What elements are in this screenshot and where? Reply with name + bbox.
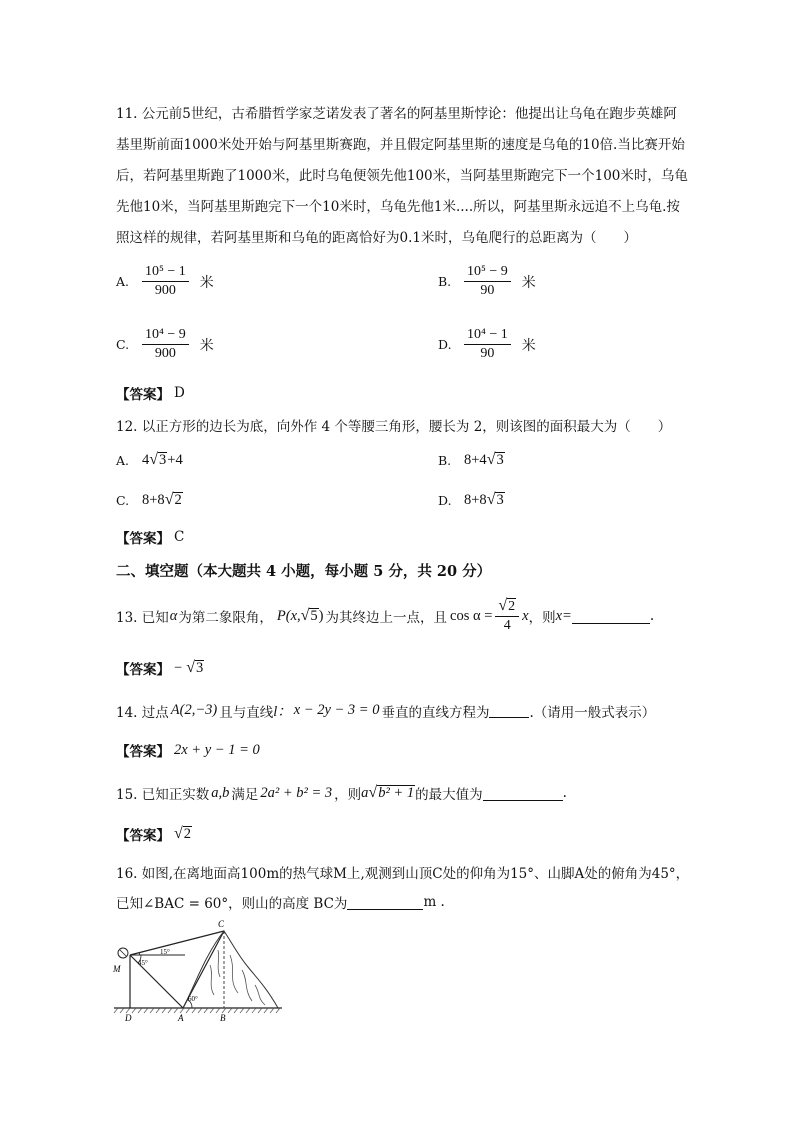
q15-expr-a: a — [361, 784, 369, 801]
q12-option-a — [116, 452, 183, 469]
fraction-denominator: 90 — [480, 346, 495, 361]
q13-text-4: ，则 — [528, 610, 556, 626]
q14-equation: x − 2y − 3 = 0 — [293, 702, 380, 718]
sqrt-symbol: √ 3 — [486, 451, 504, 468]
q13-text-3: 为其终边上一点，且 — [325, 610, 448, 626]
label-b: B — [220, 1013, 226, 1023]
sqrt-symbol: √ 2 — [164, 491, 182, 508]
q13-fraction: √ 2 4 — [495, 598, 519, 634]
q14-line-l: l： — [273, 704, 292, 720]
label-d: D — [125, 1013, 132, 1023]
answer-label: 【答案】 — [116, 744, 170, 760]
q15-answer — [116, 824, 192, 844]
option-label: A. — [116, 274, 130, 289]
q11-question — [116, 99, 696, 254]
q13-point: P(x, — [276, 607, 301, 624]
q13-cos: cos α = — [450, 607, 493, 624]
option-pre: 8+8 — [464, 492, 487, 508]
fraction-numerator: 10⁴ − 9 — [142, 327, 189, 345]
angle-45: 45° — [138, 959, 148, 967]
q16-text-1: 已知∠BAC = 60°，则山的高度 BC为 — [116, 896, 348, 912]
option-pre: 4 — [142, 452, 150, 468]
q11-line-3: 后，若阿基里斯跑了1000米，此时乌龟便领先他100米，当阿基里斯跑完下一个100米时，乌龟 — [116, 168, 688, 184]
radicand: 2 — [183, 826, 192, 842]
q15-text-1: 15. 已知正实数 — [116, 787, 210, 803]
alpha-symbol: α — [169, 607, 178, 624]
q12-option-c — [116, 492, 183, 509]
answer-label: 【答案】 — [116, 662, 170, 678]
sqrt-symbol: √ b² + 1 — [368, 784, 415, 801]
q15-blank[interactable] — [483, 786, 563, 801]
q11-line-4: 先他10米，当阿基里斯跑完下一个10米时，乌龟先他1米....所以，阿基里斯永远追不上乌龟.按 — [116, 199, 680, 215]
fraction-denominator: 900 — [154, 346, 176, 361]
radicand: 3 — [496, 452, 504, 468]
option-label: D. — [438, 337, 452, 352]
q13-answer — [116, 658, 204, 678]
q13-text-2: 为第二象限角， — [178, 610, 273, 626]
label-m: M — [113, 964, 121, 974]
radicand: 3 — [195, 660, 204, 676]
section-heading: 二、填空题（本大题共 4 小题，每小题 5 分，共 20 分） — [116, 563, 492, 580]
fraction-denominator: 4 — [503, 618, 511, 633]
fraction-numerator: 10⁵ − 9 — [464, 264, 511, 282]
option-fraction — [142, 264, 189, 299]
q15-text-5: . — [562, 785, 567, 801]
sqrt-symbol: √ 3 — [149, 451, 167, 468]
fraction-denominator: 900 — [154, 283, 176, 298]
q14-question — [116, 700, 655, 721]
option-unit: 米 — [521, 337, 536, 354]
q11-line-2: 基里斯前面1000米处开始与阿基里斯赛跑，并且假定阿基里斯的速度是乌龟的10倍.当比赛开始 — [116, 137, 685, 153]
radicand: 2 — [508, 599, 516, 614]
q13-point-close: ) — [318, 607, 324, 624]
q15-question — [116, 783, 567, 803]
q16-figure — [110, 915, 290, 1025]
angle-15: 15° — [160, 948, 170, 956]
q13-text-5: x= — [555, 607, 572, 624]
q15-text-2: 满足 — [231, 787, 259, 803]
radicand: 5 — [310, 608, 318, 624]
q11-option-d — [438, 327, 536, 362]
q13-var: x — [522, 607, 529, 624]
ground-hatch — [114, 1008, 280, 1013]
q14-blank[interactable] — [489, 703, 529, 718]
option-label: A. — [116, 453, 130, 468]
sqrt-symbol: √ 2 — [174, 825, 192, 842]
answer-label: 【答案】 — [116, 531, 170, 547]
q12-option-b — [438, 452, 505, 469]
option-pre: 8+4 — [464, 452, 487, 468]
q13-text-1: 13. 已知 — [116, 610, 169, 626]
radicand: 3 — [496, 492, 504, 508]
option-post: +4 — [167, 452, 183, 468]
q13-text-6: . — [649, 608, 655, 624]
radicand: b² + 1 — [378, 785, 415, 801]
q11-line-5: 照这样的规律，若阿基里斯和乌龟的距离恰好为0.1米时，乌龟爬行的总距离为（ ） — [116, 230, 637, 246]
q16-line-1: 16. 如图,在离地面高100m的热气球M上,观测到山顶C处的仰角为15°、山脚A处的俯角为45°， — [116, 866, 690, 882]
label-c: C — [218, 919, 225, 929]
option-label: C. — [116, 337, 130, 352]
q14-answer — [116, 740, 260, 760]
option-fraction — [142, 327, 189, 362]
fraction-denominator: 90 — [480, 283, 495, 298]
q13-question — [116, 598, 654, 634]
radicand: 3 — [159, 452, 167, 468]
sqrt-symbol: √ 5 — [300, 607, 318, 624]
answer-value: 2x + y − 1 = 0 — [174, 741, 260, 758]
q15-condition: 2a² + b² = 3 — [260, 784, 333, 801]
q13-blank[interactable] — [572, 609, 650, 624]
answer-label: 【答案】 — [116, 828, 170, 844]
q16-text-2: m . — [423, 894, 445, 910]
sqrt-symbol: √ 3 — [186, 659, 204, 676]
answer-label: 【答案】 — [116, 387, 170, 403]
label-a: A — [178, 1013, 184, 1023]
option-fraction — [464, 264, 511, 299]
q14-text-4: .（请用一般式表示） — [529, 704, 656, 721]
option-label: C. — [116, 493, 130, 508]
q16-line-2 — [116, 892, 445, 912]
fraction-numerator: 10⁵ − 1 — [142, 264, 189, 282]
answer-value: D — [174, 385, 185, 401]
q16-blank[interactable] — [347, 895, 423, 910]
answer-sign: − — [174, 659, 183, 676]
answer-value: C — [174, 529, 185, 545]
q15-vars: a,b — [211, 784, 230, 801]
q11-option-b — [438, 264, 536, 299]
option-unit: 米 — [521, 274, 536, 291]
q12-option-d — [438, 492, 505, 509]
q11-option-a — [116, 264, 214, 299]
option-unit: 米 — [199, 337, 214, 354]
q11-line-1: 11. 公元前5世纪，古希腊哲学家芝诺发表了著名的阿基里斯悖论：他提出让乌龟在跑步英雄阿 — [116, 106, 677, 122]
option-pre: 8+8 — [142, 492, 165, 508]
q12-answer — [116, 527, 184, 547]
radicand: 2 — [174, 492, 182, 508]
option-unit: 米 — [199, 274, 214, 291]
q11-option-c — [116, 327, 214, 362]
q14-point-a: A(2,−3) — [170, 702, 218, 718]
option-label: B. — [438, 453, 452, 468]
option-label: D. — [438, 493, 452, 508]
q12-question: 12. 以正方形的边长为底，向外作 4 个等腰三角形，腰长为 2，则该图的面积最大为（ ） — [116, 419, 672, 435]
angle-60: 60° — [188, 995, 198, 1003]
q14-text-3: 垂直的直线方程为 — [381, 704, 490, 721]
option-fraction — [464, 327, 511, 362]
q14-text-2: 且与直线 — [219, 704, 274, 721]
q15-text-4: 的最大值为 — [415, 787, 483, 803]
option-label: B. — [438, 274, 452, 289]
q14-text-1: 14. 过点 — [116, 704, 169, 721]
q11-answer — [116, 383, 185, 403]
sqrt-symbol: √ 3 — [486, 491, 504, 508]
q15-text-3: ，则 — [334, 787, 362, 803]
fraction-numerator: 10⁴ − 1 — [464, 327, 511, 345]
